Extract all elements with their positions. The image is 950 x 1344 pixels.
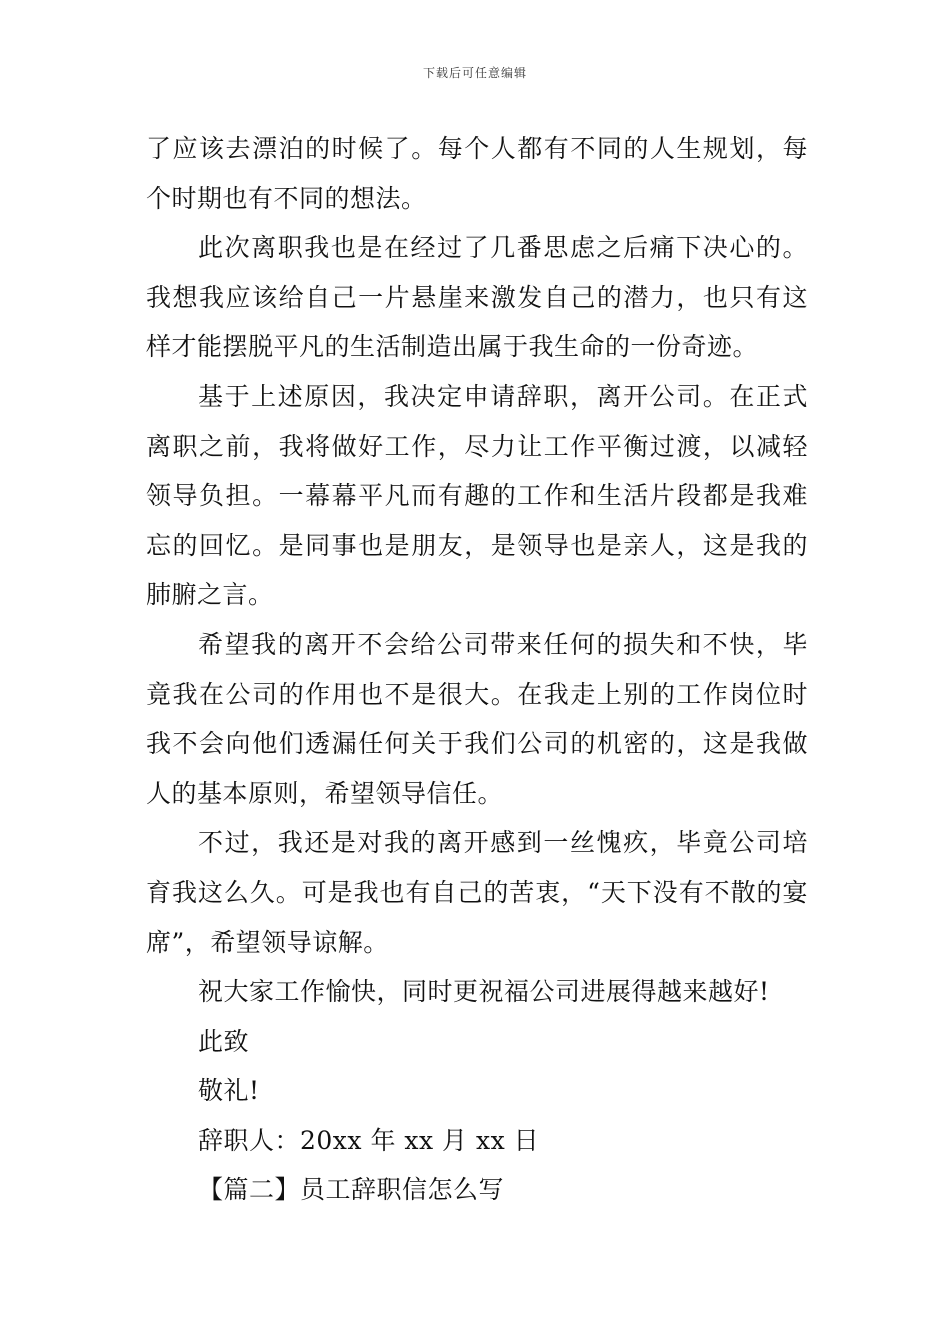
- closing-salutation-1: 此致: [198, 1026, 250, 1056]
- closing-salutation-2: 敬礼!: [198, 1076, 260, 1106]
- paragraph-reason: 基于上述原因，我决定申请辞职，离开公司。在正式离职之前，我将做好工作，尽力让工作平衡过渡，以减轻领导负担。一幕幕平凡而有趣的工作和生活片段都是我难忘的回忆。是同事也是朋友，是领导也是亲人，这是我的肺腑之言。: [146, 381, 808, 610]
- letter-body: [146, 124, 808, 1215]
- signature-line: 辞职人：20xx 年 xx 月 xx 日: [198, 1125, 540, 1155]
- closing-wish: 祝大家工作愉快，同时更祝福公司进展得越来越好!: [198, 977, 770, 1007]
- next-section-title: 【篇二】员工辞职信怎么写: [198, 1175, 505, 1205]
- page-header-note: 下载后可任意编辑: [422, 66, 527, 80]
- paragraph-decision: 此次离职我也是在经过了几番思虑之后痛下决心的。我想我应该给自己一片悬崖来激发自己的潜力，也只有这样才能摆脱平凡的生活制造出属于我生命的一份奇迹。: [146, 233, 808, 362]
- paragraph-continuation: 了应该去漂泊的时候了。每个人都有不同的人生规划，每个时期也有不同的想法。: [146, 134, 808, 213]
- paragraph-hope: 希望我的离开不会给公司带来任何的损失和不快，毕竟我在公司的作用也不是很大。在我走上别的工作岗位时我不会向他们透漏任何关于我们公司的机密的，这是我做人的基本原则，希望领导信任。: [146, 629, 808, 808]
- paragraph-apology: 不过，我还是对我的离开感到一丝愧疚，毕竟公司培育我这么久。可是我也有自己的苦衷，“天下没有不散的宴席”，希望领导谅解。: [146, 828, 808, 957]
